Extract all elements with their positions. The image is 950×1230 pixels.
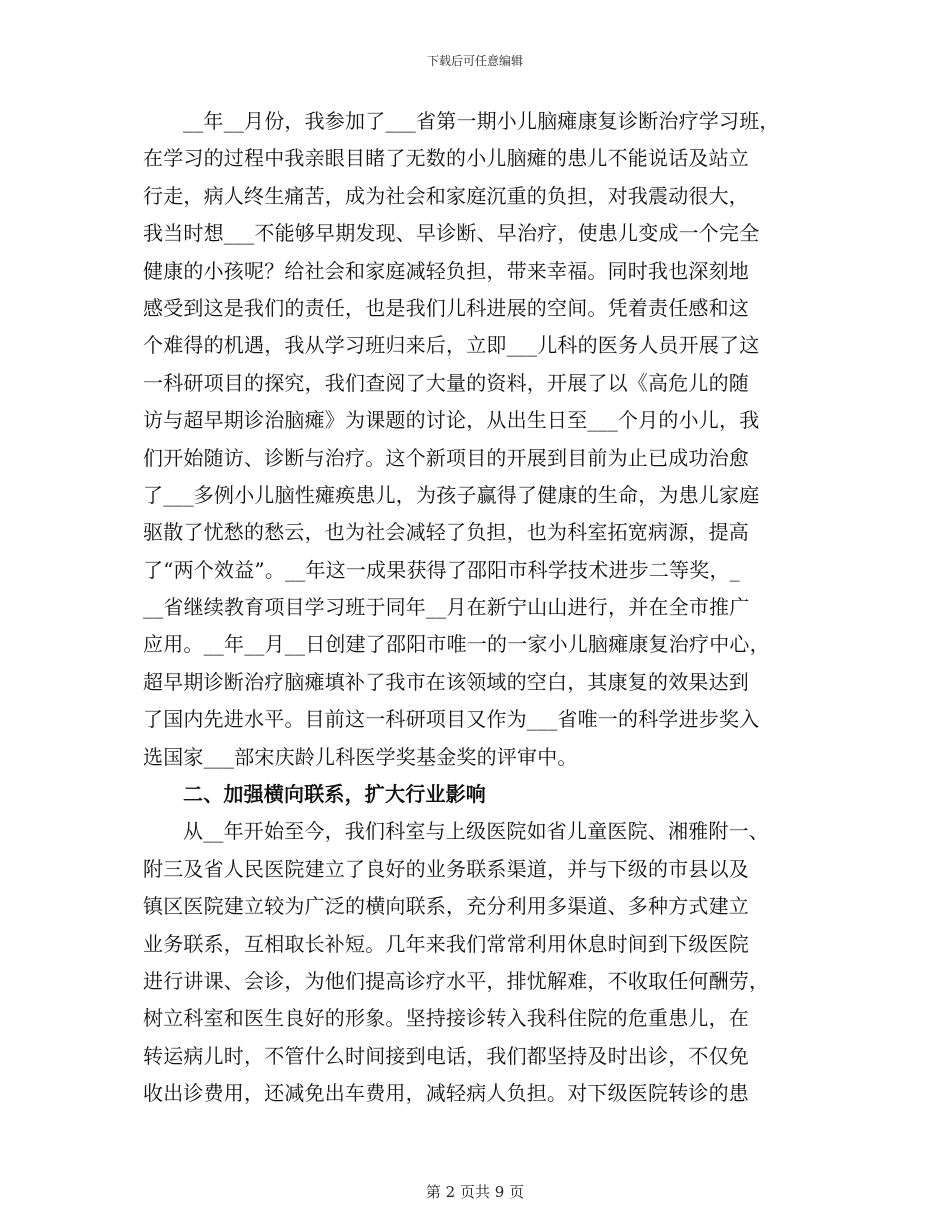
text-line: 个难得的机遇，我从学习班归来后，立即___儿科的医务人员开展了这	[143, 333, 760, 358]
text-line: 应用。__年__月__日创建了邵阳市唯一的一家小儿脑瘫康复治疗中心，	[143, 632, 770, 657]
text-line: 访与超早期诊治脑瘫》为课题的讨论，从出生日至___个月的小儿，我	[143, 408, 760, 433]
text-line: 健康的小孩呢？给社会和家庭减轻负担，带来幸福。同时我也深刻地	[143, 258, 749, 283]
text-line: 我当时想___不能够早期发现、早诊断、早治疗，使患儿变成一个完全	[143, 221, 760, 246]
text-line: 在学习的过程中我亲眼目睹了无数的小儿脑瘫的患儿不能说话及站立	[143, 146, 749, 171]
page-header: 下载后可任意编辑	[426, 54, 523, 68]
page-footer: 第 2 页共 9 页	[425, 1183, 525, 1201]
text-line: 行走，病人终生痛苦，成为社会和家庭沉重的负担，对我震动很大，	[143, 183, 749, 208]
text-line: __省继续教育项目学习班于同年__月在新宁山山进行，并在全市推广	[143, 595, 750, 620]
text-line: 感受到这是我们的责任，也是我们儿科进展的空间。凭着责任感和这	[143, 295, 749, 320]
text-line: 一科研项目的探究，我们查阅了大量的资料，开展了以《高危儿的随	[143, 370, 749, 395]
text-line: 了“两个效益”。__年这一成果获得了邵阳市科学技术进步二等奖，_	[143, 557, 740, 582]
text-line: 选国家___部宋庆龄儿科医学奖基金奖的评审中。	[143, 744, 578, 769]
text-line: 了___多例小儿脑性瘫痪患儿，为孩子赢得了健康的生命，为患儿家庭	[143, 482, 760, 507]
document-body	[143, 103, 813, 1113]
text-line: 附三及省人民医院建立了良好的业务联系渠道，并与下级的市县以及	[143, 856, 749, 881]
text-line: 超早期诊断治疗脑瘫填补了我市在该领域的空白，其康复的效果达到	[143, 669, 749, 694]
text-line: 们开始随访、诊断与治疗。这个新项目的开展到目前为止已成功治愈	[143, 445, 749, 470]
text-line: 转运病儿时，不管什么时间接到电话，我们都坚持及时出诊，不仅免	[143, 1043, 749, 1068]
text-line: 从__年开始至今，我们科室与上级医院如省儿童医院、湘雅附一、	[183, 819, 769, 844]
text-line: 镇区医院建立较为广泛的横向联系，充分利用多渠道、多种方式建立	[143, 894, 749, 919]
text-line: 收出诊费用，还减免出车费用，减轻病人负担。对下级医院转诊的患	[143, 1081, 749, 1106]
text-line: __年__月份，我参加了___省第一期小儿脑瘫康复诊断治疗学习班，	[183, 109, 780, 133]
text-line: 树立科室和医生良好的形象。坚持接诊转入我科住院的危重患儿，在	[143, 1006, 749, 1031]
text-line: 了国内先进水平。目前这一科研项目又作为___省唯一的科学进步奖入	[143, 707, 760, 732]
text-line: 驱散了忧愁的愁云，也为社会减轻了负担，也为科室拓宽病源，提高	[143, 520, 749, 545]
text-line: 业务联系，互相取长补短。几年来我们常常利用休息时间到下级医院	[143, 931, 749, 956]
text-line: 进行讲课、会诊，为他们提高诊疗水平，排忧解难，不收取任何酬劳，	[143, 968, 770, 993]
section-heading: 二、加强横向联系，扩大行业影响	[183, 782, 486, 807]
